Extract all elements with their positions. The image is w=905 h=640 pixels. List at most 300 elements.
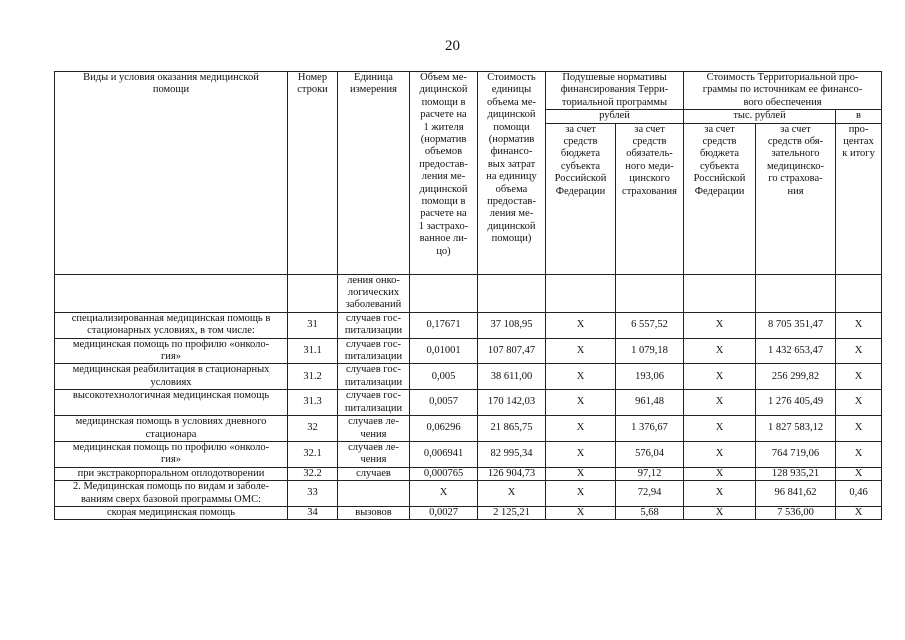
row-volume-line: X <box>439 487 448 499</box>
row-percent <box>836 416 882 442</box>
row-name-line: при экстракорпоральном оплодотворении <box>77 467 265 479</box>
cont-volume <box>410 274 478 312</box>
header-total-oms-line: за счет <box>780 123 811 135</box>
cont-unit-line: заболеваний <box>345 299 402 311</box>
table-header <box>55 72 882 275</box>
row-total-budget-line: X <box>715 506 724 518</box>
row-volume-line: 0,005 <box>431 370 456 382</box>
row-unit-line: питализации <box>344 351 403 363</box>
row-total-oms <box>756 364 836 390</box>
table-row <box>55 338 882 364</box>
header-pc-budget-line: бюджета <box>560 148 601 160</box>
row-unit-line: случаев ле- <box>348 441 399 453</box>
header-pc-budget-line: Федерации <box>555 185 606 197</box>
row-percent <box>836 481 882 507</box>
row-pc-oms <box>616 481 684 507</box>
row-volume-line: 0,000765 <box>423 467 464 479</box>
cont-tot-budget <box>684 274 756 312</box>
row-number-line: 31 <box>307 319 318 331</box>
row-unit <box>338 390 410 416</box>
row-pc-oms-line: 97,12 <box>637 467 662 479</box>
row-total-budget-line: X <box>715 467 724 479</box>
row-unit-line: чения <box>360 428 387 440</box>
header-unit-cost-line: помощи <box>493 121 530 133</box>
row-pc-budget-line: X <box>576 467 585 479</box>
row-total-oms-line: 128 935,21 <box>771 467 820 479</box>
row-total-budget <box>684 506 756 519</box>
header-per-capita-group <box>546 72 684 110</box>
header-pc-oms-line: цинского <box>629 173 670 185</box>
header-volume-line: помощи в <box>421 96 466 108</box>
row-total-budget <box>684 338 756 364</box>
row-name <box>55 416 288 442</box>
row-volume-line: 0,06296 <box>426 422 461 434</box>
row-total-oms <box>756 467 836 480</box>
row-unit-line: случаев гос- <box>345 390 402 402</box>
row-unit-cost-line: 82 995,34 <box>490 448 533 460</box>
header-volume-line: дицинской <box>419 183 468 195</box>
row-name-line: медицинская помощь в условиях дневного <box>75 416 267 428</box>
row-percent-line: X <box>854 344 863 356</box>
row-pc-budget <box>546 416 616 442</box>
row-number-line: 32.1 <box>303 448 322 460</box>
header-unit-cost-line: предостав- <box>487 196 536 208</box>
row-total-oms-line: 1 276 405,49 <box>767 396 824 408</box>
cont-tot-oms <box>756 274 836 312</box>
row-total-budget-line: X <box>715 448 724 460</box>
row-volume-line: 0,006941 <box>423 448 464 460</box>
row-unit-cost <box>478 338 546 364</box>
row-percent <box>836 467 882 480</box>
row-total-oms-line: 1 827 583,12 <box>767 422 824 434</box>
header-unit-cost-line: (норматив <box>488 134 535 146</box>
header-volume-line: расчете на <box>420 109 467 121</box>
header-row-number-line: Номер <box>297 72 328 83</box>
row-unit <box>338 481 410 507</box>
row-pc-oms-line: 193,06 <box>635 370 664 382</box>
header-total-budget-line: за счет <box>704 123 735 135</box>
header-total-oms-line: медицинско- <box>767 160 824 172</box>
page-number: 20 <box>445 38 460 54</box>
row-percent-line: X <box>854 396 863 408</box>
row-percent-line: X <box>854 422 863 434</box>
row-unit <box>338 506 410 519</box>
row-pc-oms <box>616 467 684 480</box>
row-volume <box>410 390 478 416</box>
table-row <box>55 441 882 467</box>
row-volume <box>410 338 478 364</box>
row-pc-oms-line: 1 376,67 <box>631 422 668 434</box>
row-name-line: ваниям сверх базовой программы ОМС: <box>80 493 262 505</box>
row-name-line: гия» <box>160 454 181 466</box>
row-volume <box>410 416 478 442</box>
header-unit-line: измерения <box>350 84 397 96</box>
row-unit-line: случаев гос- <box>345 364 402 376</box>
row-name-line: высокотехнологичная медицинская помощь <box>72 390 270 402</box>
header-pc-oms <box>616 123 684 274</box>
header-row-number-line: строки <box>297 84 328 96</box>
row-percent <box>836 312 882 338</box>
header-volume-line: объемов <box>424 146 463 158</box>
header-volume <box>410 72 478 275</box>
row-number-line: 32.2 <box>303 467 322 479</box>
row-total-budget-line: X <box>715 370 724 382</box>
header-unit-cost-line: Стоимость <box>487 72 536 83</box>
row-unit-cost-line: 170 142,03 <box>487 396 536 408</box>
header-cost-sources-group-line: вого обеспечения <box>743 96 822 108</box>
header-total-budget-line: Федерации <box>694 185 745 197</box>
header-unit-cost-line: дицинской <box>487 109 536 121</box>
row-unit-cost-line: X <box>507 487 516 499</box>
row-volume <box>410 506 478 519</box>
row-number-line: 31.3 <box>303 396 322 408</box>
row-percent-line: X <box>854 506 863 518</box>
table-row <box>55 312 882 338</box>
header-unit-cost-line: ления ме- <box>489 208 534 220</box>
row-pc-oms <box>616 390 684 416</box>
row-total-oms <box>756 312 836 338</box>
header-unit-rubles-line: рублей <box>599 110 630 122</box>
row-unit <box>338 312 410 338</box>
row-pc-budget-line: X <box>576 370 585 382</box>
row-pc-budget <box>546 467 616 480</box>
table-row <box>55 416 882 442</box>
header-unit-cost-line: объема ме- <box>486 96 537 108</box>
row-unit-line: питализации <box>344 325 403 337</box>
row-total-oms <box>756 441 836 467</box>
financing-table <box>54 71 882 520</box>
cont-cost <box>478 274 546 312</box>
header-percent-of-total-line: центах <box>843 136 874 148</box>
row-pc-oms-line: 961,48 <box>635 396 664 408</box>
row-pc-oms-line: 576,04 <box>635 448 664 460</box>
header-unit-cost-line: финансо- <box>490 146 533 158</box>
header-pc-budget-line: Российской <box>554 173 607 185</box>
row-unit-cost-line: 38 611,00 <box>490 370 533 382</box>
row-number <box>288 338 338 364</box>
row-name-line: гия» <box>160 351 181 363</box>
header-percent-of-total-line: про- <box>848 123 869 135</box>
row-name-line: стационара <box>145 428 197 440</box>
header-cost-sources-group <box>684 72 882 110</box>
header-total-budget <box>684 123 756 274</box>
header-pc-budget-line: за счет <box>565 123 596 135</box>
row-unit-line: питализации <box>344 402 403 414</box>
header-volume-line: (норматив <box>420 134 467 146</box>
row-total-oms <box>756 390 836 416</box>
header-unit-cost-line: объема <box>495 183 528 195</box>
cont-no <box>288 274 338 312</box>
row-name <box>55 441 288 467</box>
row-unit-cost <box>478 481 546 507</box>
row-number-line: 33 <box>307 487 318 499</box>
cont-pc-oms <box>616 274 684 312</box>
row-unit-line: случаев ле- <box>348 416 399 428</box>
row-name-line: специализированная медицинская помощь в <box>71 312 271 324</box>
row-unit <box>338 467 410 480</box>
cont-unit-line: логических <box>347 287 400 299</box>
row-total-oms <box>756 506 836 519</box>
header-unit-cost-line: единицы <box>491 84 532 96</box>
row-volume <box>410 364 478 390</box>
header-unit-cost-line: дицинской <box>487 220 536 232</box>
row-percent <box>836 390 882 416</box>
cont-unit-line: ления онко- <box>347 274 400 286</box>
row-number-line: 31.1 <box>303 344 322 356</box>
header-volume-line: ванное ли- <box>419 233 468 245</box>
row-total-oms-line: 764 719,06 <box>771 448 820 460</box>
header-total-oms-line: го страхова- <box>768 173 823 185</box>
header-per-capita-group-line: ториальной программы <box>561 96 668 108</box>
row-name-line: медицинская помощь по профилю «онколо- <box>72 441 270 453</box>
cont-unit <box>338 274 410 312</box>
row-percent-line: 0,46 <box>849 487 868 499</box>
row-total-budget <box>684 481 756 507</box>
header-unit-cost <box>478 72 546 275</box>
row-number-line: 31.2 <box>303 370 322 382</box>
header-per-capita-group-line: финансирования Терри- <box>560 84 669 96</box>
header-unit-cost-line: помощи) <box>491 233 532 245</box>
row-volume-line: 0,0027 <box>429 506 458 518</box>
header-pc-oms-line: за счет <box>634 123 665 135</box>
row-pc-budget-line: X <box>576 319 585 331</box>
row-pc-oms <box>616 416 684 442</box>
header-pc-budget-line: субъекта <box>560 160 601 172</box>
row-total-oms-line: 96 841,62 <box>774 487 817 499</box>
row-name-line: 2. Медицинская помощь по видам и заболе- <box>72 481 270 493</box>
row-total-oms <box>756 338 836 364</box>
row-unit-line: случаев <box>356 467 391 479</box>
row-unit-line: вызовов <box>355 506 392 518</box>
row-pc-budget-line: X <box>576 506 585 518</box>
row-percent-line: X <box>854 448 863 460</box>
row-pc-oms-line: 72,94 <box>637 487 662 499</box>
header-in-percent <box>836 110 882 123</box>
row-number <box>288 441 338 467</box>
header-unit-cost-line: вых затрат <box>487 158 536 170</box>
header-cost-sources-group-line: граммы по источникам ее финансо- <box>702 84 863 96</box>
header-percent-of-total-line: к итогу <box>842 148 875 160</box>
row-total-budget-line: X <box>715 396 724 408</box>
row-unit-line: случаев гос- <box>345 312 402 324</box>
header-per-capita-group-line: Подушевые нормативы <box>562 72 667 83</box>
header-unit-line: Единица <box>354 72 393 83</box>
row-pc-budget-line: X <box>576 448 585 460</box>
row-pc-budget <box>546 338 616 364</box>
row-total-budget <box>684 441 756 467</box>
row-total-budget-line: X <box>715 319 724 331</box>
row-name-line: условиях <box>150 376 192 388</box>
row-total-budget <box>684 416 756 442</box>
row-unit-cost <box>478 416 546 442</box>
row-pc-budget-line: X <box>576 396 585 408</box>
cont-name <box>55 274 288 312</box>
cont-pc-budget <box>546 274 616 312</box>
row-number-line: 34 <box>307 506 318 518</box>
header-pc-oms-line: ного меди- <box>625 160 674 172</box>
header-pc-oms-line: средств <box>632 136 667 148</box>
row-unit-cost <box>478 312 546 338</box>
table-row <box>55 467 882 480</box>
row-pc-budget <box>546 441 616 467</box>
row-percent <box>836 506 882 519</box>
row-percent <box>836 441 882 467</box>
row-number <box>288 506 338 519</box>
row-total-oms-line: 8 705 351,47 <box>767 319 824 331</box>
row-number <box>288 312 338 338</box>
row-pc-budget <box>546 481 616 507</box>
row-unit-cost-line: 126 904,73 <box>487 467 536 479</box>
row-number <box>288 481 338 507</box>
row-percent-line: X <box>854 319 863 331</box>
table-row <box>55 481 882 507</box>
table-row <box>55 506 882 519</box>
row-name-line: медицинская реабилитация в стационарных <box>72 364 270 376</box>
header-total-budget-line: Российской <box>693 173 746 185</box>
table-row <box>55 390 882 416</box>
header-cost-sources-group-line: Стоимость Территориальной про- <box>706 72 859 83</box>
row-unit-line: случаев гос- <box>345 338 402 350</box>
row-volume-line: 0,01001 <box>426 344 461 356</box>
row-pc-budget <box>546 390 616 416</box>
row-pc-budget-line: X <box>576 344 585 356</box>
row-total-budget-line: X <box>715 422 724 434</box>
row-name <box>55 364 288 390</box>
row-name <box>55 467 288 480</box>
row-volume-line: 0,0057 <box>429 396 458 408</box>
row-name-line: стационарных условиях, в том числе: <box>87 325 255 337</box>
row-unit-cost-line: 21 865,75 <box>490 422 533 434</box>
row-percent-line: X <box>854 467 863 479</box>
row-unit-cost <box>478 390 546 416</box>
cont-percent <box>836 274 882 312</box>
row-unit <box>338 441 410 467</box>
header-in-percent-line: в <box>856 110 862 122</box>
row-unit-cost <box>478 467 546 480</box>
row-name <box>55 506 288 519</box>
row-name <box>55 390 288 416</box>
header-volume-line: предостав- <box>419 158 468 170</box>
row-name <box>55 338 288 364</box>
header-total-oms <box>756 123 836 274</box>
row-number <box>288 364 338 390</box>
row-volume <box>410 312 478 338</box>
row-pc-budget <box>546 506 616 519</box>
header-unit-cost-line: на единицу <box>486 171 537 183</box>
header-volume-line: ления ме- <box>421 171 466 183</box>
header-volume-line: дицинской <box>419 84 468 96</box>
row-unit <box>338 416 410 442</box>
row-pc-oms-line: 5,68 <box>640 506 659 518</box>
row-total-budget-line: X <box>715 344 724 356</box>
header-volume-line: 1 застрахо- <box>418 220 469 232</box>
header-pc-budget-line: средств <box>563 136 598 148</box>
row-pc-oms <box>616 338 684 364</box>
header-total-budget-line: средств <box>702 136 737 148</box>
header-row-number <box>288 72 338 275</box>
row-number-line: 32 <box>307 422 318 434</box>
row-unit-cost <box>478 506 546 519</box>
row-pc-oms <box>616 312 684 338</box>
row-pc-oms-line: 6 557,52 <box>631 319 668 331</box>
header-total-oms-line: ния <box>787 185 804 197</box>
row-pc-budget-line: X <box>576 487 585 499</box>
row-total-oms-line: 256 299,82 <box>771 370 820 382</box>
header-unit-thousand-rubles <box>684 110 836 123</box>
header-pc-oms-line: обязатель- <box>626 148 673 160</box>
row-total-oms-line: 7 536,00 <box>777 506 814 518</box>
row-total-budget <box>684 364 756 390</box>
row-volume <box>410 441 478 467</box>
table-row-continuation <box>55 274 882 312</box>
row-number <box>288 467 338 480</box>
header-unit-thousand-rubles-line: тыс. рублей <box>733 110 786 122</box>
header-unit <box>338 72 410 275</box>
row-total-oms <box>756 481 836 507</box>
row-name <box>55 312 288 338</box>
row-total-budget <box>684 312 756 338</box>
row-number <box>288 416 338 442</box>
row-percent <box>836 364 882 390</box>
row-unit-line: питализации <box>344 376 403 388</box>
row-unit-cost-line: 37 108,95 <box>490 319 533 331</box>
row-pc-oms <box>616 441 684 467</box>
row-unit-cost <box>478 441 546 467</box>
header-total-oms-line: средств обя- <box>767 136 824 148</box>
header-total-oms-line: зательного <box>771 148 820 160</box>
row-total-budget <box>684 467 756 480</box>
header-volume-line: Объем ме- <box>420 72 467 83</box>
row-unit <box>338 364 410 390</box>
row-unit-line: чения <box>360 454 387 466</box>
header-volume-line: 1 жителя <box>423 121 464 133</box>
header-volume-line: цо) <box>436 245 451 257</box>
row-unit-cost-line: 2 125,21 <box>493 506 530 518</box>
row-name <box>55 481 288 507</box>
row-unit <box>338 338 410 364</box>
header-types-conditions-line: Виды и условия оказания медицинской <box>83 72 259 83</box>
header-unit-rubles <box>546 110 684 123</box>
header-row-groups <box>55 72 882 110</box>
header-total-budget-line: субъекта <box>699 160 740 172</box>
row-volume-line: 0,17671 <box>426 319 461 331</box>
row-pc-oms-line: 1 079,18 <box>631 344 668 356</box>
row-total-budget <box>684 390 756 416</box>
header-types-conditions <box>55 72 288 275</box>
row-unit-cost-line: 107 807,47 <box>487 344 536 356</box>
row-number <box>288 390 338 416</box>
row-pc-oms <box>616 506 684 519</box>
row-total-oms <box>756 416 836 442</box>
row-unit-cost <box>478 364 546 390</box>
table-row <box>55 364 882 390</box>
row-name-line: скорая медицинская помощь <box>107 506 235 518</box>
row-volume <box>410 467 478 480</box>
row-total-budget-line: X <box>715 487 724 499</box>
header-percent-of-total <box>836 123 882 274</box>
header-pc-oms-line: страхования <box>622 185 677 197</box>
row-volume <box>410 481 478 507</box>
row-total-oms-line: 1 432 653,47 <box>767 344 824 356</box>
row-pc-oms <box>616 364 684 390</box>
header-pc-budget <box>546 123 616 274</box>
row-pc-budget-line: X <box>576 422 585 434</box>
row-percent <box>836 338 882 364</box>
header-types-conditions-line: помощи <box>152 84 190 96</box>
header-volume-line: помощи в <box>421 196 466 208</box>
row-percent-line: X <box>854 370 863 382</box>
header-total-budget-line: бюджета <box>699 148 740 160</box>
